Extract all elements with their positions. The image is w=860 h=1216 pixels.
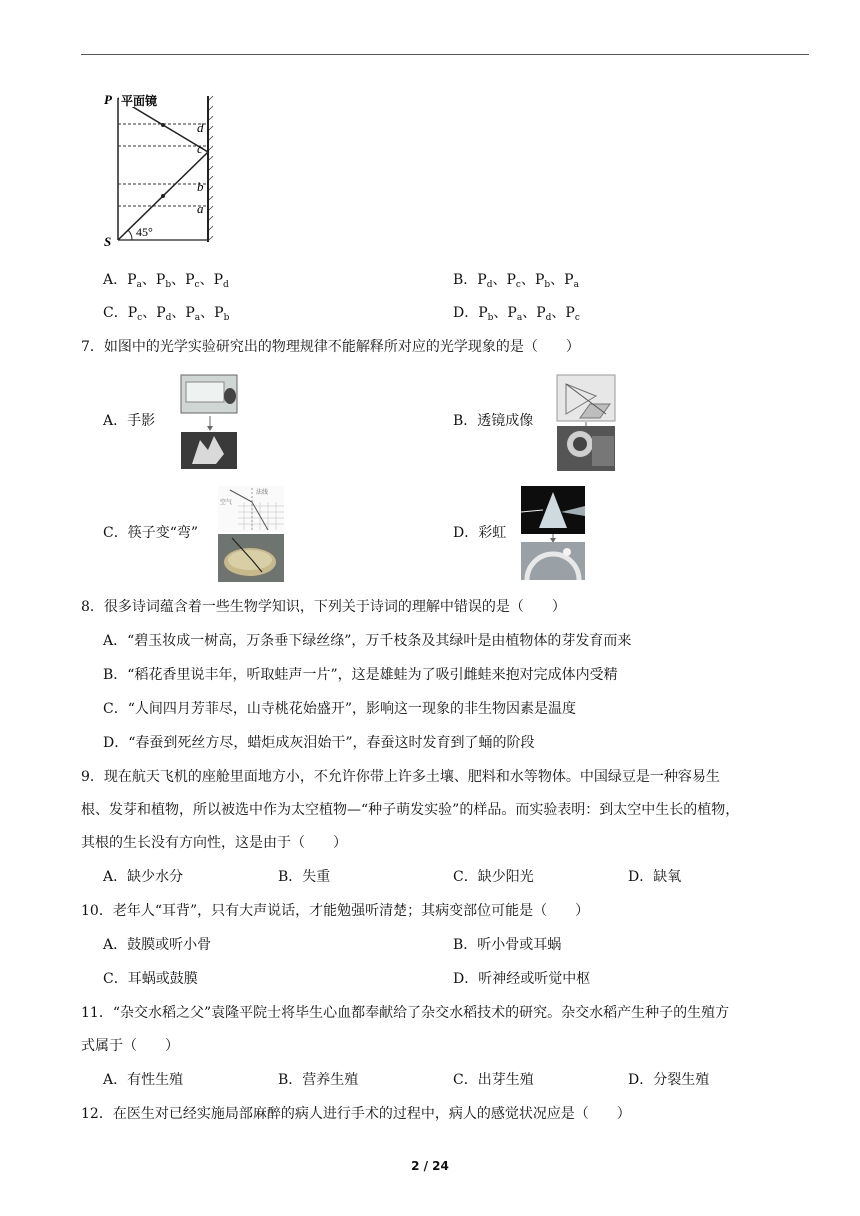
point-subscript: c xyxy=(574,313,580,323)
q9-option-b[interactable]: B．失重 xyxy=(278,869,331,885)
point-label: P xyxy=(507,305,517,321)
separator: 、 xyxy=(199,272,214,288)
separator: 、 xyxy=(171,305,186,321)
point-label: P xyxy=(156,305,166,321)
q7-figure-b xyxy=(556,374,616,472)
separator: 、 xyxy=(522,305,537,321)
q7-option-d[interactable]: D．彩虹 xyxy=(453,525,507,541)
separator: 、 xyxy=(493,305,508,321)
point-label: P xyxy=(506,272,516,288)
point-subscript: b xyxy=(223,313,230,323)
q7-option-c[interactable]: C．筷子变“弯” xyxy=(103,525,199,541)
q9-stem-line1: 9．现在航天飞机的座舱里面地方小，不允许你带上许多土壤、肥料和水等物体。中国绿豆是一种容易生 xyxy=(81,769,720,785)
separator: 、 xyxy=(142,305,157,321)
q7-figure-a xyxy=(180,374,240,470)
point-label: P xyxy=(155,272,166,288)
q11-option-d[interactable]: D．分裂生殖 xyxy=(628,1072,710,1088)
q11-option-a[interactable]: A．有性生殖 xyxy=(103,1072,184,1088)
q7-stem: 7．如图中的光学实验研究出的物理规律不能解释所对应的光学现象的是（ ） xyxy=(81,339,580,355)
svg-text:d: d xyxy=(197,120,204,135)
point-label: P xyxy=(477,272,487,288)
svg-text:空气: 空气 xyxy=(220,499,233,506)
point-label: P xyxy=(536,305,546,321)
q10-option-a[interactable]: A．鼓膜或听小骨 xyxy=(103,937,212,953)
q11-option-c[interactable]: C．出芽生殖 xyxy=(453,1072,534,1088)
svg-text:S: S xyxy=(104,234,112,249)
q7-option-a[interactable]: A．手影 xyxy=(103,413,156,429)
option-letter: C． xyxy=(103,305,128,321)
label-mirror: 平面镜 xyxy=(121,94,158,108)
q7-figure-c xyxy=(218,486,284,582)
point-subscript: d xyxy=(165,313,172,323)
point-label: P xyxy=(185,272,195,288)
q9-option-d[interactable]: D．缺氧 xyxy=(628,869,682,885)
point-subscript: b xyxy=(544,280,551,290)
option-letter: D． xyxy=(453,305,479,321)
option-letter: B． xyxy=(453,272,478,288)
q11-option-b[interactable]: B．营养生殖 xyxy=(278,1072,359,1088)
point-subscript: d xyxy=(223,280,229,290)
q10-stem: 10．老年人“耳背”，只有大声说话，才能勉强听清楚；其病变部位可能是（ ） xyxy=(81,903,590,919)
page-number: 2 / 24 xyxy=(411,1159,449,1173)
point-label: P xyxy=(127,305,138,321)
svg-text:c: c xyxy=(197,141,203,156)
q6-option-b[interactable] xyxy=(453,271,579,294)
point-label: P xyxy=(564,272,574,288)
point-subscript: d xyxy=(486,280,493,290)
point-subscript: a xyxy=(573,280,579,290)
label-p: P xyxy=(104,92,112,107)
q9-stem-line2: 根、发芽和植物，所以被选中作为太空植物—“种子萌发实验”的样品。而实验表明：到太空中生长的植物， xyxy=(81,802,740,818)
q7-figure-d xyxy=(521,486,585,580)
separator: 、 xyxy=(141,272,156,288)
svg-text:法线: 法线 xyxy=(256,489,269,496)
plane-mirror-figure xyxy=(100,90,220,250)
point-label: P xyxy=(213,272,223,288)
point-subscript: a xyxy=(136,280,142,290)
point-subscript: c xyxy=(137,313,143,323)
q9-stem-line3: 其根的生长没有方向性，这是由于（ ） xyxy=(81,835,347,851)
point-subscript: d xyxy=(545,313,552,323)
point-label: P xyxy=(478,305,488,321)
header-rule xyxy=(81,54,809,55)
q10-option-c[interactable]: C．耳蜗或鼓膜 xyxy=(103,971,198,987)
separator: 、 xyxy=(200,305,215,321)
separator: 、 xyxy=(550,272,565,288)
point-subscript: b xyxy=(487,313,494,323)
separator: 、 xyxy=(520,272,535,288)
separator: 、 xyxy=(171,272,186,288)
svg-text:b: b xyxy=(197,179,204,194)
point-subscript: b xyxy=(165,280,172,290)
point-label: P xyxy=(565,305,575,321)
q11-stem-line1: 11．“杂交水稻之父”袁隆平院士将毕生心血都奉献给了杂交水稻技术的研究。杂交水稻产生种子的生殖方 xyxy=(81,1005,730,1021)
q12-stem: 12．在医生对已经实施局部麻醉的病人进行手术的过程中，病人的感觉状况应是（ ） xyxy=(81,1106,631,1122)
point-label: P xyxy=(534,272,545,288)
svg-text:45°: 45° xyxy=(136,225,153,239)
q7-option-b[interactable]: B．透镜成像 xyxy=(453,413,534,429)
point-label: P xyxy=(214,305,224,321)
option-letter: A． xyxy=(103,272,128,288)
point-subscript: c xyxy=(194,280,200,290)
q6-option-d[interactable] xyxy=(453,304,580,327)
svg-text:a: a xyxy=(197,201,204,216)
q9-option-a[interactable]: A．缺少水分 xyxy=(103,869,184,885)
q11-stem-line2: 式属于（ ） xyxy=(81,1038,179,1054)
point-subscript: a xyxy=(516,313,523,323)
q8-option-b[interactable]: B．“稻花香里说丰年，听取蛙声一片”，这是雄蛙为了吸引雌蛙来抱对完成体内受精 xyxy=(103,667,618,683)
q6-option-a[interactable] xyxy=(103,271,229,294)
point-label: P xyxy=(127,272,137,288)
q8-option-d[interactable]: D．“春蚕到死丝方尽，蜡炬成灰泪始干”，春蚕这时发育到了蛹的阶段 xyxy=(103,735,535,751)
separator: 、 xyxy=(492,272,507,288)
q10-option-b[interactable]: B．听小骨或耳蜗 xyxy=(453,937,562,953)
q10-option-d[interactable]: D．听神经或听觉中枢 xyxy=(453,971,591,987)
point-subscript: a xyxy=(194,313,201,323)
q8-option-c[interactable]: C．“人间四月芳菲尽，山寺桃花始盛开”，影响这一现象的非生物因素是温度 xyxy=(103,701,577,717)
q6-option-c[interactable] xyxy=(103,304,229,327)
point-label: P xyxy=(185,305,195,321)
point-subscript: c xyxy=(515,280,521,290)
q8-stem: 8．很多诗词蕴含着一些生物学知识，下列关于诗词的理解中错误的是（ ） xyxy=(81,599,566,615)
q8-option-a[interactable]: A．“碧玉妆成一树高，万条垂下绿丝绦”，万千枝条及其绿叶是由植物体的芽发育而来 xyxy=(103,633,632,649)
separator: 、 xyxy=(551,305,566,321)
q9-option-c[interactable]: C．缺少阳光 xyxy=(453,869,534,885)
